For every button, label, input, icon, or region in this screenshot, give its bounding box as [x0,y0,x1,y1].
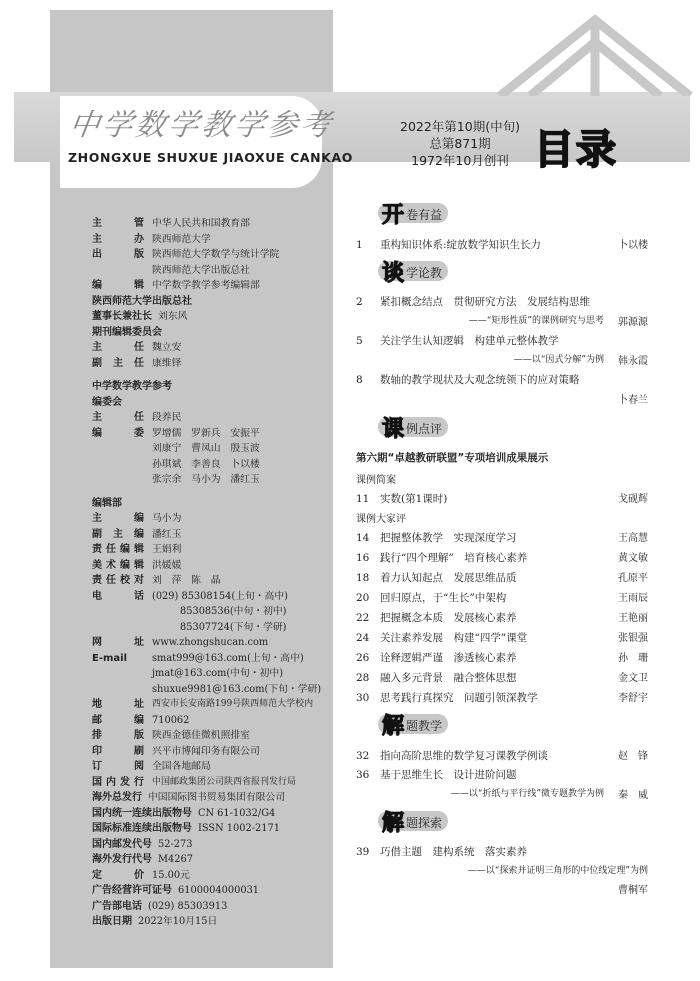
field-label: 责任校对 [92,575,144,586]
masthead-row [92,426,332,442]
field-label: 网 址 [92,637,144,648]
field-label: 出版日期 [92,916,132,927]
field-value: 陕西师范大学数学与统计学院 [152,249,280,260]
masthead-row [92,558,332,574]
toc-entry[interactable]: 39 巧借主题 建构系统 落实素养 [356,846,527,858]
masthead-heading: 陕西师范大学出版总社 [92,295,192,307]
field-value: 马小为 [152,513,182,524]
masthead-heading: 编委会 [92,396,122,408]
field-label: 编 委 [92,427,144,439]
feature-banner: 第六期“卓越教研联盟”专项培训成果展示 [356,452,549,464]
field-value: 段养民 [152,412,182,423]
field-label: 副主编 [92,528,144,540]
toc-entry[interactable]: 11 实数(第1课时) 戈砚辉 [356,493,648,505]
field-value: 15.00元 [152,869,190,881]
toc-entry[interactable]: 24 关注素养发展 构建“四学”课堂 张银强 [356,632,648,644]
field-value: 潘红玉 [152,528,182,540]
masthead-row [92,216,332,232]
masthead-row [92,713,332,729]
field-label: 编 辑 [92,280,144,291]
masthead-row [92,790,332,806]
masthead-row [92,868,332,884]
field-value: www.zhongshucan.com [152,637,269,648]
masthead-row [92,356,332,372]
masthead-row [92,589,332,605]
roof-graphic [490,12,700,96]
contents-title: 目录 [534,127,618,173]
field-label: 责任编辑 [92,544,144,555]
toc-entry[interactable]: 2 紧扣概念结点 贯彻研究方法 发展结构思维 [356,296,590,308]
field-label: 海外总发行 [92,792,142,803]
masthead-row [92,457,332,473]
masthead-row [92,821,332,837]
masthead-row [92,682,332,698]
field-value: 陕西师范大学出版总社 [152,264,250,276]
field-label: 订 阅 [92,761,144,772]
journal-logo-pinyin: ZHONGXUE SHUXUE JIAOXUE CANKAO [68,150,353,165]
founded-line: 1972年10月创刊 [411,153,509,168]
toc-entry[interactable]: 36 基于思维生长 设计进阶问题 [356,769,517,781]
field-value: 710062 [152,714,190,726]
field-value: 85307724(下旬・学研) [180,621,287,633]
field-label: 海外发行代号 [92,854,152,865]
toc-subtitle: ——以“因式分解”为例 韩永霞 [513,355,648,367]
field-value: 西安市长安南路199号陕西师范大学校内 [152,699,314,709]
section-heading: 解 题教学 [356,709,648,743]
masthead-row [92,728,332,744]
masthead [92,216,332,930]
field-value: 中国邮政集团公司陕西省报刊发行局 [152,776,297,787]
section-heading: 解 题探索 [356,806,648,840]
field-value: shuxue9981@163.com(下旬・学研) [152,683,322,695]
field-label: 广告经营许可证号 [92,885,172,896]
issue-line: 2022年第10期(中旬) [400,119,520,134]
field-value: 中国国际图书贸易集团有限公司 [148,792,286,803]
field-value: 孙琪斌 李善良 卜以楼 [152,458,260,470]
toc-entry[interactable]: 14 把握整体教学 实现深度学习 王高慧 [356,532,648,544]
toc-subtitle: ——以“探索并证明三角形的中位线定理”为例 [467,866,648,876]
field-value: ISSN 1002-2171 [198,823,280,834]
toc-entry[interactable]: 5 关注学生认知逻辑 构建单元整体教学 [356,335,559,347]
field-value: 陕西师范大学 [152,233,211,245]
masthead-row [92,604,332,620]
field-label: 出 版 [92,249,144,260]
field-label: 主 任 [92,412,144,423]
section-heading: 课 例点评 [356,412,648,446]
field-value: 刘东风 [158,311,188,322]
field-value: 洪媛媛 [152,559,182,571]
toc-entry[interactable]: 30 思考践行真探究 问题引领深教学 李舒宇 [356,692,648,704]
masthead-heading: 中学数学教学参考 [92,381,172,392]
field-label: 国内发行 [92,776,144,788]
masthead-row [92,697,332,713]
masthead-row [92,666,332,682]
masthead-row [92,247,332,263]
masthead-row [92,472,332,488]
field-value: 中学数学教学参考编辑部 [152,280,260,291]
section-heading: 开 卷有益 [356,198,648,232]
field-label: 国内统一连续出版物号 [92,807,192,819]
masthead-row [92,899,332,915]
field-value: 85308536(中旬・初中) [180,606,287,617]
field-label: 电 话 [92,590,144,602]
field-value: 刘康宁 曹凤山 殷玉波 [152,443,260,454]
field-value: (029) 85308154(上旬・高中) [152,590,288,602]
field-value: M4267 [158,854,193,865]
masthead-row [92,527,332,543]
field-value: 刘 萍 陈 晶 [152,575,221,586]
toc-entry[interactable]: 16 践行“四个理解” 培育核心素养 黄文敏 [356,552,648,564]
field-value: (029) 85303913 [148,900,228,912]
field-value: 魏立安 [152,342,182,353]
field-value: 中华人民共和国教育部 [152,218,250,229]
section-heading: 谈 学论教 [356,256,648,290]
field-value: 陕西金德佳微机照排室 [152,730,250,741]
masthead-row [92,620,332,636]
toc-category: 课例大家评 [356,514,406,525]
field-value: jmat@163.com(中旬・初中) [152,668,284,679]
field-value: 2022年10月15日 [138,916,218,927]
field-label: 排 版 [92,730,144,741]
masthead-row [92,340,332,356]
toc-subtitle: ——“矩形性质”的课例研究与思考 郭源源 [468,316,648,328]
masthead-row [92,542,332,558]
toc-entry[interactable]: 26 诠释逻辑严谨 渗透核心素养 孙 珊 [356,652,648,664]
field-label: 美术编辑 [92,559,144,571]
field-value: 王娟利 [152,544,182,555]
field-label: 广告部电话 [92,900,142,912]
masthead-row [92,883,332,899]
masthead-row [92,914,332,930]
toc-entry[interactable]: 32 指向高阶思维的数学复习课教学例谈 赵 锋 [356,750,648,762]
field-label: 主 办 [92,233,144,245]
toc-entry[interactable]: 28 融入多元背景 融合整体思想 金文卫 [356,672,648,684]
masthead-row [92,635,332,651]
toc-author: 曹桐军 [618,885,648,896]
field-value: 张宗余 马小为 潘红玉 [152,474,260,485]
masthead-row [92,278,332,294]
field-value: 6100004000031 [178,885,260,896]
masthead-row [92,309,332,325]
masthead-row [92,410,332,426]
toc-entry[interactable]: 22 把握概念本质 发展核心素养 王艳丽 [356,612,648,624]
field-label: 邮 编 [92,714,144,726]
masthead-row [92,759,332,775]
field-value: smat999@163.com(上旬・高中) [152,652,304,664]
field-label: E-mail [92,652,128,664]
toc-entry[interactable]: 20 回归原点，于“生长”中架构 王雨辰 [356,592,648,604]
toc-category: 课例简案 [356,475,396,486]
masthead-row [92,232,332,248]
field-label: 主 编 [92,513,144,524]
field-label: 主 任 [92,342,144,353]
toc-entry[interactable]: 18 着力认知起点 发展思维品质 孔原平 [356,572,648,584]
field-label: 主 管 [92,218,144,229]
field-value: CN 61-1032/G4 [198,807,276,819]
masthead-row [92,837,332,853]
total-issue-line: 总第871期 [429,136,491,151]
masthead-row [92,651,332,667]
field-label: 定 价 [92,869,144,881]
toc-subtitle: ——以“折纸与平行线”微专题教学为例 秦 威 [450,789,648,801]
masthead-row [92,775,332,791]
toc-entry[interactable]: 8 数轴的教学现状及大观念统领下的应对策略 [356,374,580,386]
masthead-row [92,263,332,279]
toc-entry[interactable]: 1 重构知识体系:绽放数学知识生长力 卜以楼 [356,239,648,251]
issue-info [400,118,520,169]
masthead-row [92,441,332,457]
masthead-heading: 编辑部 [92,497,122,509]
masthead-row [92,744,332,760]
masthead-heading: 期刊编辑委员会 [92,326,162,338]
field-value: 康维铎 [152,357,182,369]
field-value: 罗增儒 罗新兵 安振平 [152,427,260,439]
masthead-row [92,852,332,868]
field-label: 副主任 [92,357,144,369]
masthead-row [92,806,332,822]
masthead-row [92,573,332,589]
field-value: 全国各地邮局 [152,761,211,772]
journal-logo: 中学数学教学参考 [67,108,336,143]
field-label: 地 址 [92,699,144,710]
field-value: 兴平市博闻印务有限公司 [152,745,260,757]
field-label: 董事长兼社长 [92,311,152,322]
table-of-contents [356,198,648,902]
field-label: 印 刷 [92,745,144,757]
field-value: 52-273 [158,838,193,850]
toc-author: 卜春兰 [618,395,648,406]
field-label: 国内邮发代号 [92,838,152,850]
field-label: 国际标准连续出版物号 [92,823,192,834]
masthead-row [92,511,332,527]
